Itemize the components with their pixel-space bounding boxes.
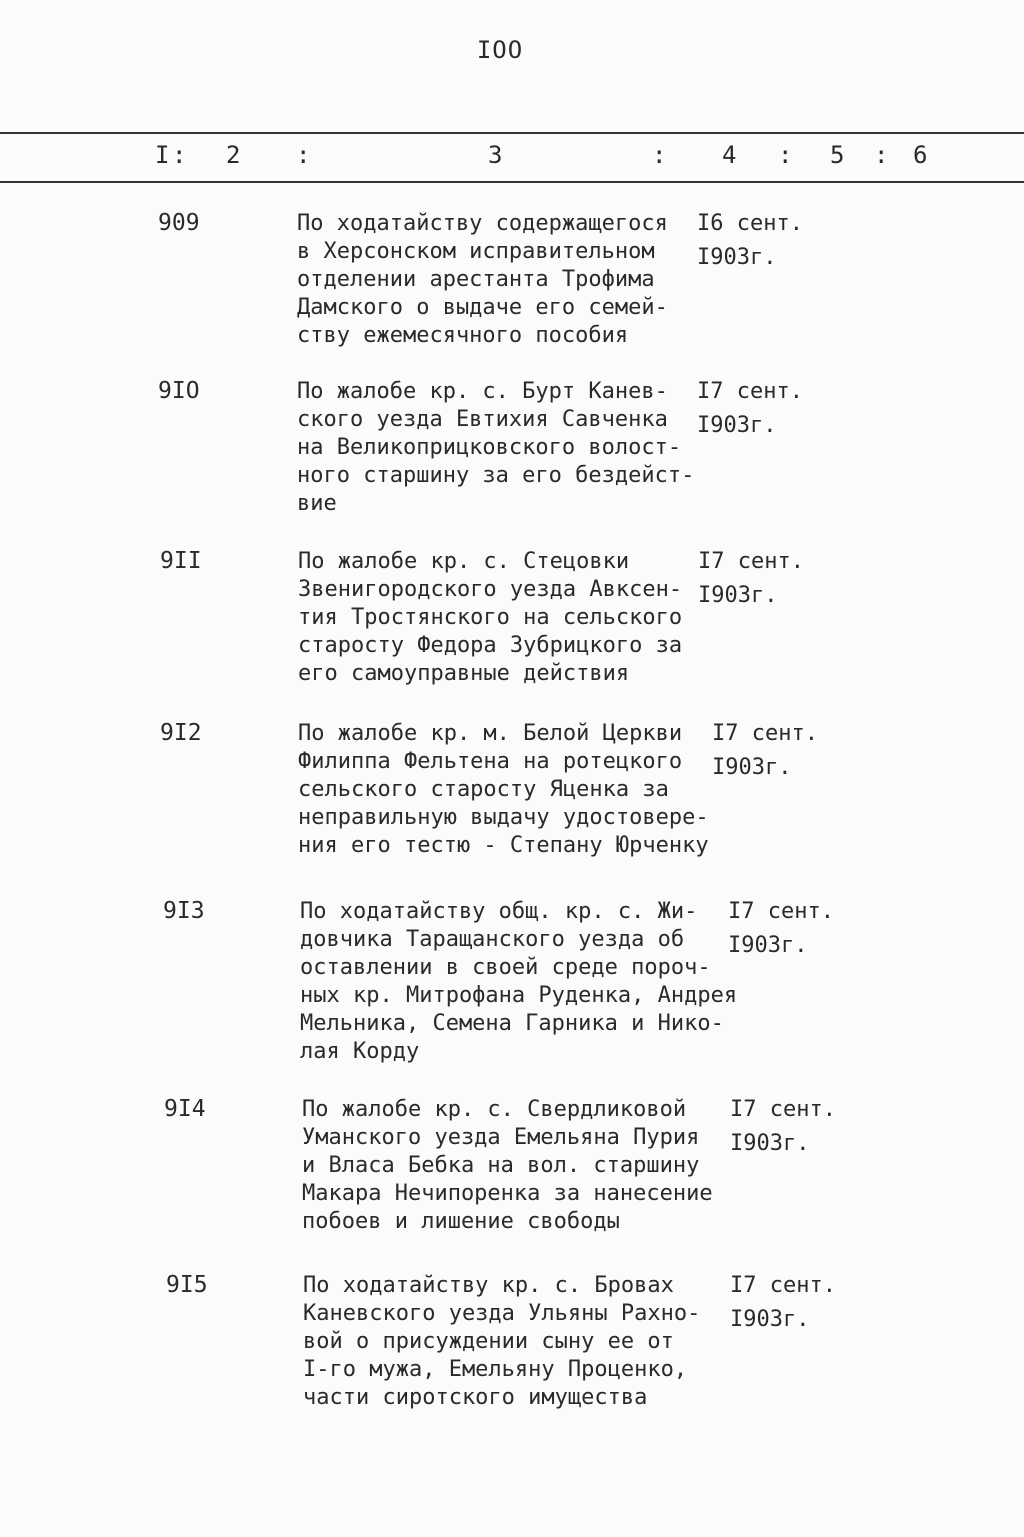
description-line: Мельника, Семена Гарника и Нико- <box>300 1011 724 1036</box>
date-year: I903г. <box>730 1131 810 1156</box>
page-number: IOO <box>476 36 524 64</box>
entry-date <box>697 210 803 278</box>
column-header-5: 5 <box>830 141 845 169</box>
description-line: старосту Федора Зубрицкого за <box>298 633 683 658</box>
description-line: По жалобе кр. с. Бурт Канев- <box>297 379 668 404</box>
date-day: I7 сент. <box>712 721 818 746</box>
description-line: побоев и лишение свободы <box>302 1209 620 1234</box>
description-line: Каневского уезда Ульяны Рахно- <box>303 1301 701 1326</box>
description-line: в Херсонском исправительном <box>297 239 655 264</box>
column-header-3: 3 <box>488 141 503 169</box>
date-year: I903г. <box>712 755 792 780</box>
description-line: ству ежемесячного пособия <box>297 323 629 348</box>
description-line: По ходатайству общ. кр. с. Жи- <box>300 899 698 924</box>
description-line: ного старшину за его бездейст- <box>297 463 695 488</box>
description-line: По ходатайству содержащегося <box>297 211 668 236</box>
column-header-2: 2 <box>226 141 241 169</box>
entry-date <box>730 1272 836 1340</box>
entry-number: 9I2 <box>160 720 202 746</box>
description-line: неправильную выдачу удостовере- <box>298 805 709 830</box>
entry-description <box>303 1272 700 1412</box>
description-line: ных кр. Митрофана Руденка, Андрея <box>300 983 738 1008</box>
description-line: отделении арестанта Трофима <box>297 267 655 292</box>
column-header-1: I <box>155 141 170 169</box>
description-line: Дамского о выдаче его семей- <box>297 295 668 320</box>
entry-description <box>300 898 737 1066</box>
column-header-6: 6 <box>913 141 928 169</box>
description-line: ния его тестю - Степану Юрченку <box>298 833 709 858</box>
entry-description <box>297 378 694 518</box>
description-line: Звенигородского уезда Авксен- <box>298 577 683 602</box>
description-line: сельского старосту Яценка за <box>298 777 669 802</box>
column-separator: : <box>778 141 793 169</box>
description-line: тия Тростянского на сельского <box>298 605 683 630</box>
entry-date <box>698 548 804 616</box>
entry-date <box>697 378 803 446</box>
entry-date <box>712 720 818 788</box>
date-day: I7 сент. <box>730 1273 836 1298</box>
description-line: части сиротского имущества <box>303 1385 648 1410</box>
date-year: I903г. <box>697 245 777 270</box>
column-separator: : <box>874 141 889 169</box>
description-line: По жалобе кр. м. Белой Церкви <box>298 721 683 746</box>
entry-number: 909 <box>158 210 200 236</box>
entry-description <box>297 210 668 350</box>
entry-number: 9I5 <box>166 1272 208 1298</box>
description-line: вие <box>297 491 337 516</box>
description-line: Макара Нечипоренка за нанесение <box>302 1181 713 1206</box>
entry-description <box>298 720 709 860</box>
header-top-rule <box>0 132 1024 134</box>
entry-description <box>302 1096 713 1236</box>
description-line: его самоуправные действия <box>298 661 630 686</box>
description-line: По ходатайству кр. с. Бровах <box>303 1273 674 1298</box>
description-line: Уманского уезда Емельяна Пурия <box>302 1125 700 1150</box>
date-year: I903г. <box>697 413 777 438</box>
description-line: вой о присуждении сыну ее от <box>303 1329 674 1354</box>
date-year: I903г. <box>728 933 808 958</box>
entry-number: 9II <box>160 548 202 574</box>
date-day: I7 сент. <box>728 899 834 924</box>
column-header-4: 4 <box>722 141 737 169</box>
entry-number: 9I3 <box>163 898 205 924</box>
description-line: По жалобе кр. с. Свердликовой <box>302 1097 687 1122</box>
entry-date <box>730 1096 836 1164</box>
column-separator: : <box>172 141 187 169</box>
entry-description <box>298 548 682 688</box>
date-day: I7 сент. <box>730 1097 836 1122</box>
description-line: По жалобе кр. с. Стецовки <box>298 549 630 574</box>
column-separator: : <box>652 141 667 169</box>
entry-number: 9I4 <box>164 1096 206 1122</box>
description-line: Филиппа Фельтена на ротецкого <box>298 749 683 774</box>
description-line: оставлении в своей среде пороч- <box>300 955 711 980</box>
description-line: ского уезда Евтихия Савченка <box>297 407 668 432</box>
date-year: I903г. <box>730 1307 810 1332</box>
entry-number: 9IO <box>158 378 200 404</box>
description-line: довчика Таращанского уезда об <box>300 927 685 952</box>
description-line: лая Корду <box>300 1039 420 1064</box>
header-bottom-rule <box>0 181 1024 183</box>
date-day: I7 сент. <box>697 379 803 404</box>
date-day: I6 сент. <box>697 211 803 236</box>
column-separator: : <box>296 141 311 169</box>
description-line: I-го мужа, Емельяну Проценко, <box>303 1357 688 1382</box>
date-day: I7 сент. <box>698 549 804 574</box>
description-line: на Великоприцковского волост- <box>297 435 682 460</box>
entry-date <box>728 898 834 966</box>
date-year: I903г. <box>698 583 778 608</box>
description-line: и Власа Бебка на вол. старшину <box>302 1153 700 1178</box>
